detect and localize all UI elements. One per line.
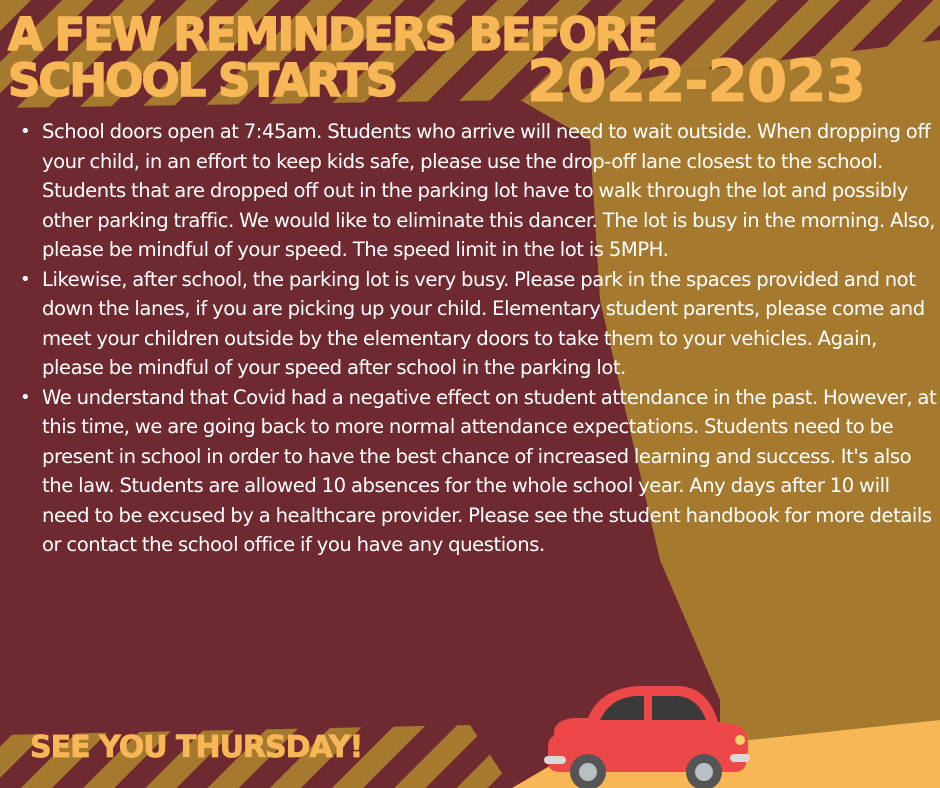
reminder-text-3: We understand that Covid had a negative effect on student attendance in the past. However, at this time, we are going back to more normal attendance expectations. Students need to be present in school in order to have the best chance of increased learning and success. It's also the law. Students are allowed 10 absences for the whole school year. Any days after 10 will need to be excused by a healthcare provider. Please see the student handbook for more details or contact the school office if you have any questions. bbox=[42, 385, 937, 556]
bullet-icon: • bbox=[20, 268, 31, 290]
reminder-item-3 bbox=[20, 383, 938, 560]
reminder-text-2: Likewise, after school, the parking lot is very busy. Please park in the spaces provided and not down the lanes, if you are picking up your child. Elementary student parents, please come and meet your children outside by the elementary doors to take them to your vehicles. Again, please be mindful of your speed after school in the parking lot. bbox=[42, 267, 925, 379]
reminder-item-2 bbox=[20, 265, 938, 383]
title-line-1: A FEW REMINDERS BEFORE bbox=[8, 8, 657, 61]
closing-message: SEE YOU THURSDAY! bbox=[30, 730, 363, 765]
red-car-icon bbox=[540, 678, 752, 788]
reminder-item-1 bbox=[20, 117, 938, 265]
title-line-2: SCHOOL STARTS bbox=[8, 54, 397, 107]
reminder-text-1: School doors open at 7:45am. Students who arrive will need to wait outside. When dropping off your child, in an effort to keep kids safe, please use the drop-off lane closest to the school. Students that are dropped off out in the parking lot have to walk through the lot and possibly other parking traffic. We would like to eliminate this dancer. The lot is busy in the morning. Also, please be mindful of your speed. The speed limit in the lot is 5MPH. bbox=[42, 120, 936, 261]
bullet-icon: • bbox=[20, 386, 31, 408]
bullet-icon: • bbox=[20, 121, 31, 142]
reminders-list bbox=[20, 117, 938, 560]
school-year: 2022-2023 bbox=[527, 47, 865, 115]
